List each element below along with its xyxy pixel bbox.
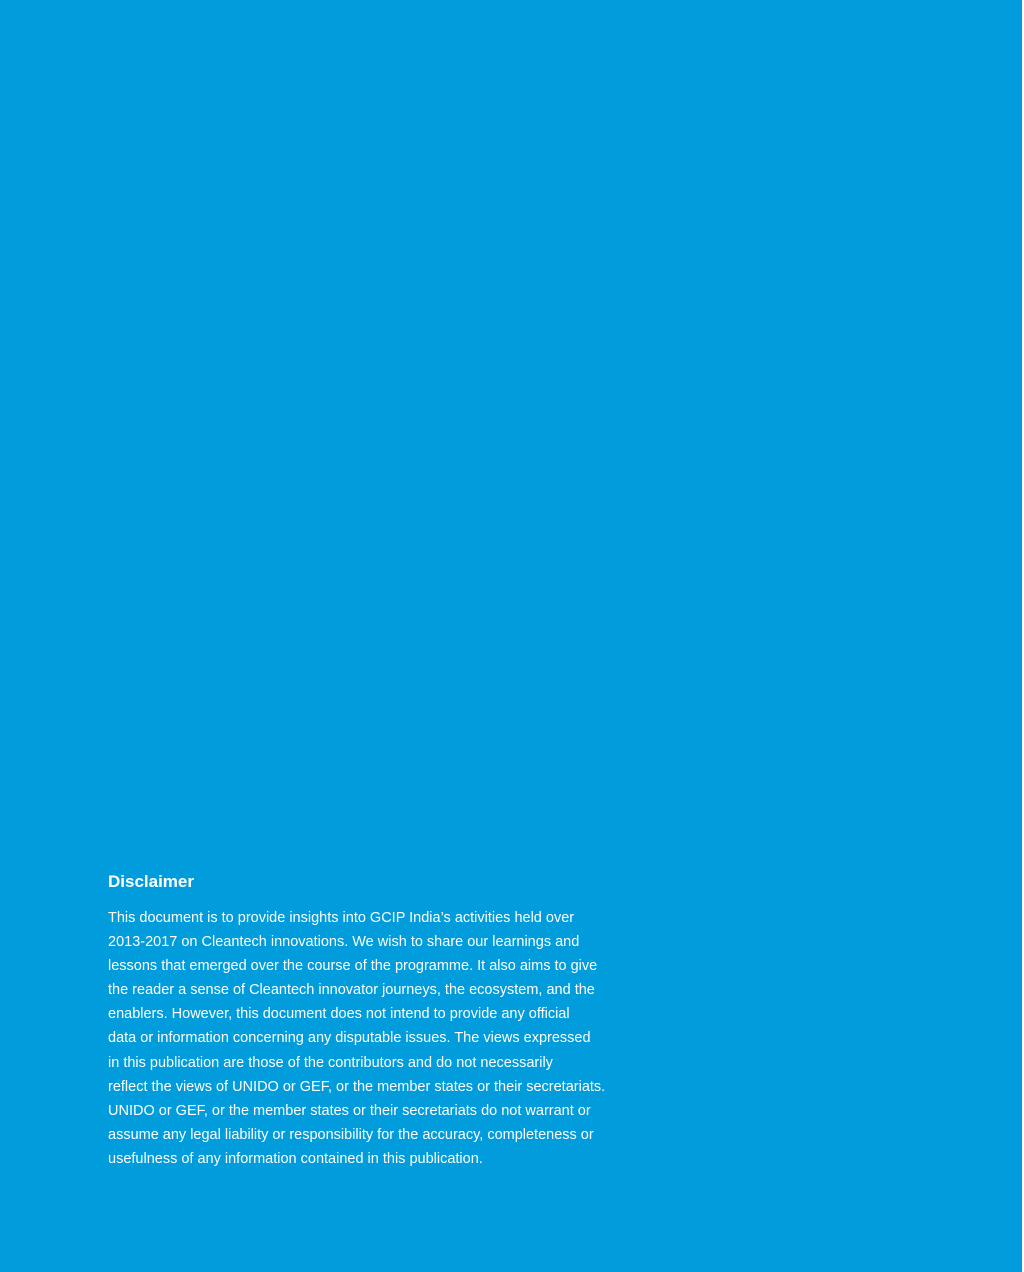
disclaimer-line: This document is to provide insights into GCIP India’s activities held over (108, 910, 575, 926)
disclaimer-section (108, 870, 628, 1171)
disclaimer-line: UNIDO or GEF, or the member states or their secretariats do not warrant or (108, 1102, 591, 1119)
disclaimer-line: lessons that emerged over the course of the programme. It also aims to give (108, 958, 598, 975)
disclaimer-line: usefulness of any information contained in this publication. (108, 1150, 483, 1167)
disclaimer-line: reflect the views of UNIDO or GEF, or the member states or their secretariats. (108, 1078, 606, 1095)
disclaimer-line: in this publication are those of the contributors and do not necessarily (108, 1054, 553, 1071)
disclaimer-line: enablers. However, this document does not intend to provide any official (108, 1006, 570, 1023)
disclaimer-line: the reader a sense of Cleantech innovator journeys, the ecosystem, and the (108, 982, 595, 999)
disclaimer-text (108, 906, 628, 1171)
disclaimer-line: assume any legal liability or responsibility for the accuracy, completeness or (108, 1126, 594, 1143)
disclaimer-line: 2013-2017 on Cleantech innovations. We wish to share our learnings and (108, 934, 580, 951)
disclaimer-line: data or information concerning any disputable issues. The views expressed (108, 1030, 591, 1047)
disclaimer-title: Disclaimer (108, 872, 194, 891)
